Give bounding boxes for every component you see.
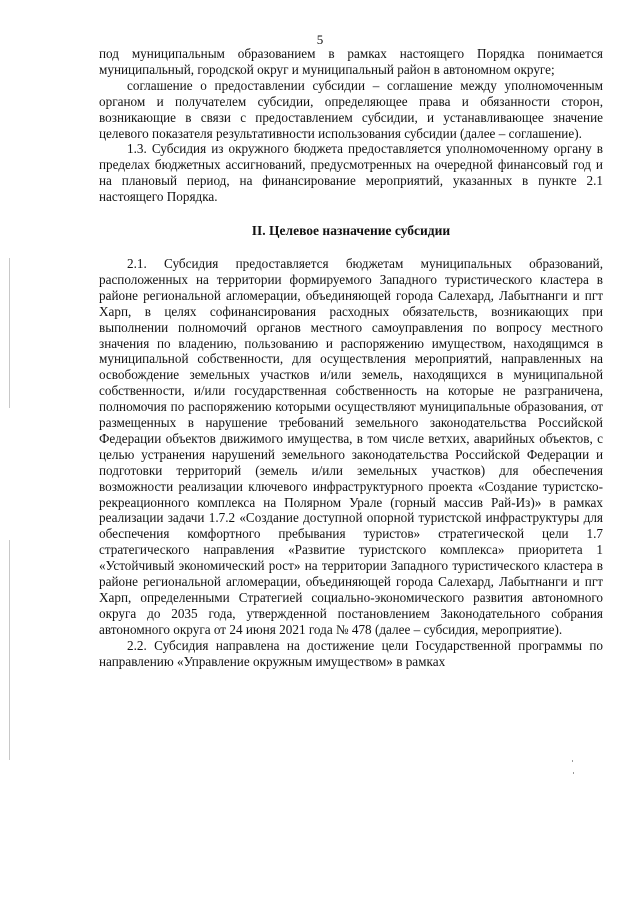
paragraph-2-2: 2.2. Субсидия направлена на достижение цели Государственной программы по направлению «Управление окружным имуществом» в рамках bbox=[99, 637, 603, 669]
scan-speck bbox=[572, 760, 573, 762]
scan-margin-mark bbox=[9, 540, 10, 760]
section-heading: II. Целевое назначение субсидии bbox=[251, 223, 451, 239]
paragraph-2-1: 2.1. Субсидия предоставляется бюджетам муниципальных образований, расположенных на территории формируемого Западного туристического кластера в районе региональной агломерации, объединяющей города Салехард, Лабытнанги и пгт Харп, в целях софинансирования расходных обязательств, возникающих при выполнении полномочий органов местного самоуправления по вопросу местного значения по владению, пользованию и распоряжению имуществом, находящимся в муниципальной собственности, для осуществления мероприятий, направленных на освобождение земельных участков и/или земель, находящихся в муниципальной собственности, и/или государственная собственность на которые не разграничена, полномочия по распоряжению которыми осуществляют муниципальные образования, от размещенных в нарушение требований земельного законодательства Российской Федерации объектов движимого имущества, в том числе ветхих, аварийных объектов, с целью устранения нарушений земельного законодательства Российской Федерации и подготовки территорий (земель и/или земельных участков) для обеспечения возможности реализации ключевого инфраструктурного проекта «Создание туристско-рекреационного комплекса на Полярном Урале (горный массив Рай-Из)» в рамках реализации задачи 1.7.2 «Создание доступной опорной туристской инфраструктуры для обеспечения комфортного пребывания туристов» стратегической цели 1.7 стратегического направления «Развитие туристского комплекса» приоритета 1 «Устойчивый экономический рост» на территории Западного туристического кластера в районе региональной агломерации, объединяющей города Салехард, Лабытнанги и пгт Харп, определенными Стратегией социально-экономического развития автономного округа до 2035 года, утвержденной постановлением Законодательного собрания автономного округа от 24 июня 2021 года № 478 (далее – субсидия, мероприятие). bbox=[99, 255, 603, 637]
page-number: 5 bbox=[316, 32, 324, 47]
scan-margin-mark bbox=[9, 258, 10, 408]
paragraph-1-3: 1.3. Субсидия из окружного бюджета предоставляется уполномоченному органу в пределах бюджетных ассигнований, предусмотренных на очередной финансовый год и на плановый период, на финансирование мероприятий, указанных в пункте 2.1 настоящего Порядка. bbox=[99, 141, 603, 205]
paragraph-municipal-definition: под муниципальным образованием в рамках настоящего Порядка понимается муниципальный, городской округ и муниципальный район в автономном округе; bbox=[99, 46, 603, 77]
paragraph-agreement-definition: соглашение о предоставлении субсидии – соглашение между уполномоченным органом и получателем субсидии, определяющее права и обязанности сторон, возникающие в связи с предоставлением субсидии, и устанавливающее значение целевого показателя результативности использования субсидии (далее – соглашение). bbox=[99, 77, 603, 141]
document-body bbox=[99, 46, 603, 670]
scan-speck bbox=[573, 772, 574, 774]
